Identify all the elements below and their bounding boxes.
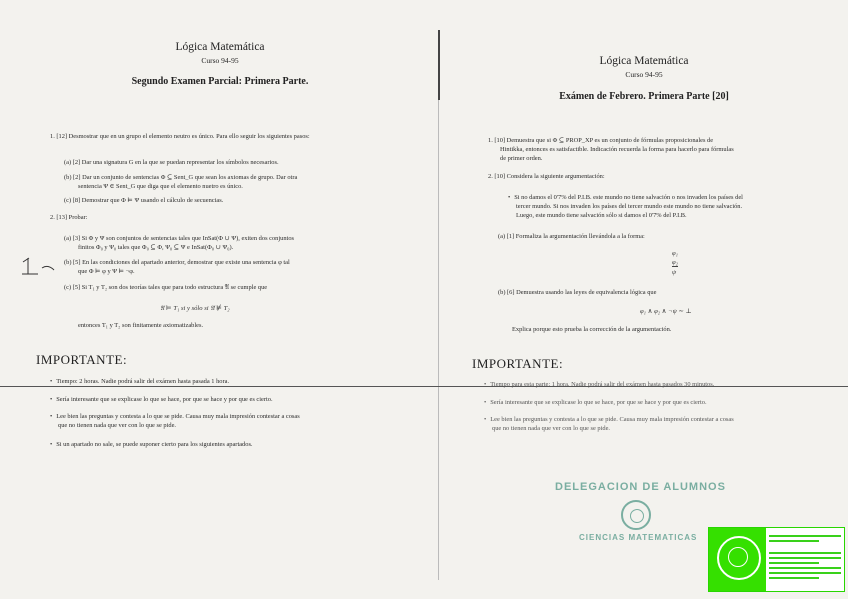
left-note-4: • Si un apartado no sale, se puede suponer cierto para los siguientes apartados. [50,441,430,449]
right-note-2: • Sería interesante que se explicase lo que se hace, por que se hace y por que es cierto. [484,399,846,407]
right-exam-name: Exámen de Febrero. Primera Parte [20] [559,91,729,102]
left-note-1: • Tiempo: 2 horas. Nadie podrá salir del exámen hasta pasada 1 hora. [50,378,430,386]
right-note-1: • Tiempo para esta parte: 1 hora. Nadie podrá salir del exámen hasta pasados 30 minutos. [484,381,846,389]
right-argument-line3: Luego, este mundo tiene salvación sólo si damos el 0'7% del P.I.B. [516,212,687,219]
right-formula: φ₁ ∧ φ₂ ∧ ¬ψ ∼ ⊥ [640,308,692,315]
left-q1c: (c) [8] Demostrar que Φ ⊨ Ψ usando el cálculo de secuencias. [64,197,224,204]
left-q2c-end: entonces T₁ y T₂ son finitamente axiomatizables. [78,322,204,329]
right-psi: ψ [672,269,677,276]
right-course: Curso 94-95 [625,70,663,79]
left-q1: 1. [12] Desmostrar que en un grupo el elemento neutro es único. Para ello seguir los siguientes pasos: [50,133,310,140]
right-argument-line1: • Si no damos el 0'7% del P.I.B. este mundo no tiene salvación o nos invaden los países del [508,194,844,202]
right-qb: (b) [6] Demuestra usando las leyes de equivalencia lógica que [498,289,657,296]
left-q1a: (a) [2] Dar una signatura G en la que se puedan representar los símbolos necesarios. [64,159,279,166]
left-note-3: • Lee bien las preguntas y contesta a lo que se pide. Causa muy mala impresión contestar a cosas [50,413,430,421]
left-formula: 𝔄 ⊨ T₁ si y sólo si 𝔄 ⊭ T₂ [160,305,230,312]
right-note-3: • Lee bien las preguntas y contesta a lo que se pide. Causa muy mala impresión contestar a cosas [484,416,846,424]
right-q1-line2: Hintikka, entonces es satisfactible. Indicación recuerda la forma para hacerlo para fórmulas [500,146,734,153]
left-title: Lógica Matemática [175,41,265,53]
right-phi2: φ₂ [672,259,678,266]
handwritten-mark [20,256,60,278]
left-q1b-line1: (b) [2] Dar un conjunto de sentencias Φ ⊆ Sent_G que sean los axiomas de grupo. Dar otra [64,174,298,181]
right-note-3-cont: que no tienen nada que ver con lo que se pide. [492,425,611,432]
right-argument-line2: tercer mundo. Si nos invaden los países del tercer mundo este mundo no tiene salvación. [516,203,743,210]
stamp-delegacion: DELEGACION DE ALUMNOS [555,481,726,493]
left-course: Curso 94-95 [201,56,239,65]
stamp-seal [621,500,651,530]
left-q1b-line2: sentencia Ψ ∈ Sent_G que diga que el elemento nuetro es único. [78,183,243,190]
right-q1-line3: de primer orden. [500,155,543,162]
left-q2b-line1: (b) [5] En las condiciones del apartado anterior, demostrar que existe una sentencia φ tal [64,259,290,266]
left-note-2: • Sería interesante que se explicase lo que se hace, por que se hace y por que es cierto. [50,396,430,404]
logo-circle-icon [717,536,761,580]
left-exam-name: Segundo Examen Parcial: Primera Parte. [131,76,309,87]
logo-text-lines [769,532,841,582]
stamp-ciencias: CIENCIAS MATEMATICAS [579,533,698,542]
right-important-heading: IMPORTANTE: [472,356,564,371]
right-title: Lógica Matemática [599,55,689,67]
right-q1-line1: 1. [10] Demuestra que si Φ ⊆ PROP_XP es un conjunto de fórmulas proposicionales de [488,137,714,144]
right-phi1: φ₁ [672,250,678,257]
left-q2b-line2: que Φ ⊨ φ y Ψ ⊨ ¬φ. [78,268,135,275]
left-q2: 2. [13] Probar: [50,214,88,221]
left-q2c: (c) [5] Si T₁ y T₂ son dos teorías tales que para todo estructura 𝔄 se cumple que [64,284,268,291]
left-q2a-line2: finitos Φ₀ y Ψ₀ tales que Φ₀ ⊆ Φ, Ψ₀ ⊆ Ψ e InSat(Φ₀ ∪ Ψ₀). [78,244,234,251]
logo-emblem [709,528,766,591]
left-important-heading: IMPORTANTE: [36,352,128,367]
left-q2a-line1: (a) [3] Si Φ y Ψ son conjuntos de sentencias tales que InSat(Φ ∪ Ψ), exiten dos conjuntos [64,235,295,242]
left-note-3-cont: que no tienen nada que ver con lo que se pide. [58,422,177,429]
right-explain: Explica porque esto prueba la corrección de la argumentación. [512,326,672,333]
right-q2: 2. [10] Considera la siguiente argumentación: [488,173,605,180]
scan-logo [708,527,845,592]
right-qa: (a) [1] Formaliza la argumentación llevándola a la forma: [498,233,645,240]
